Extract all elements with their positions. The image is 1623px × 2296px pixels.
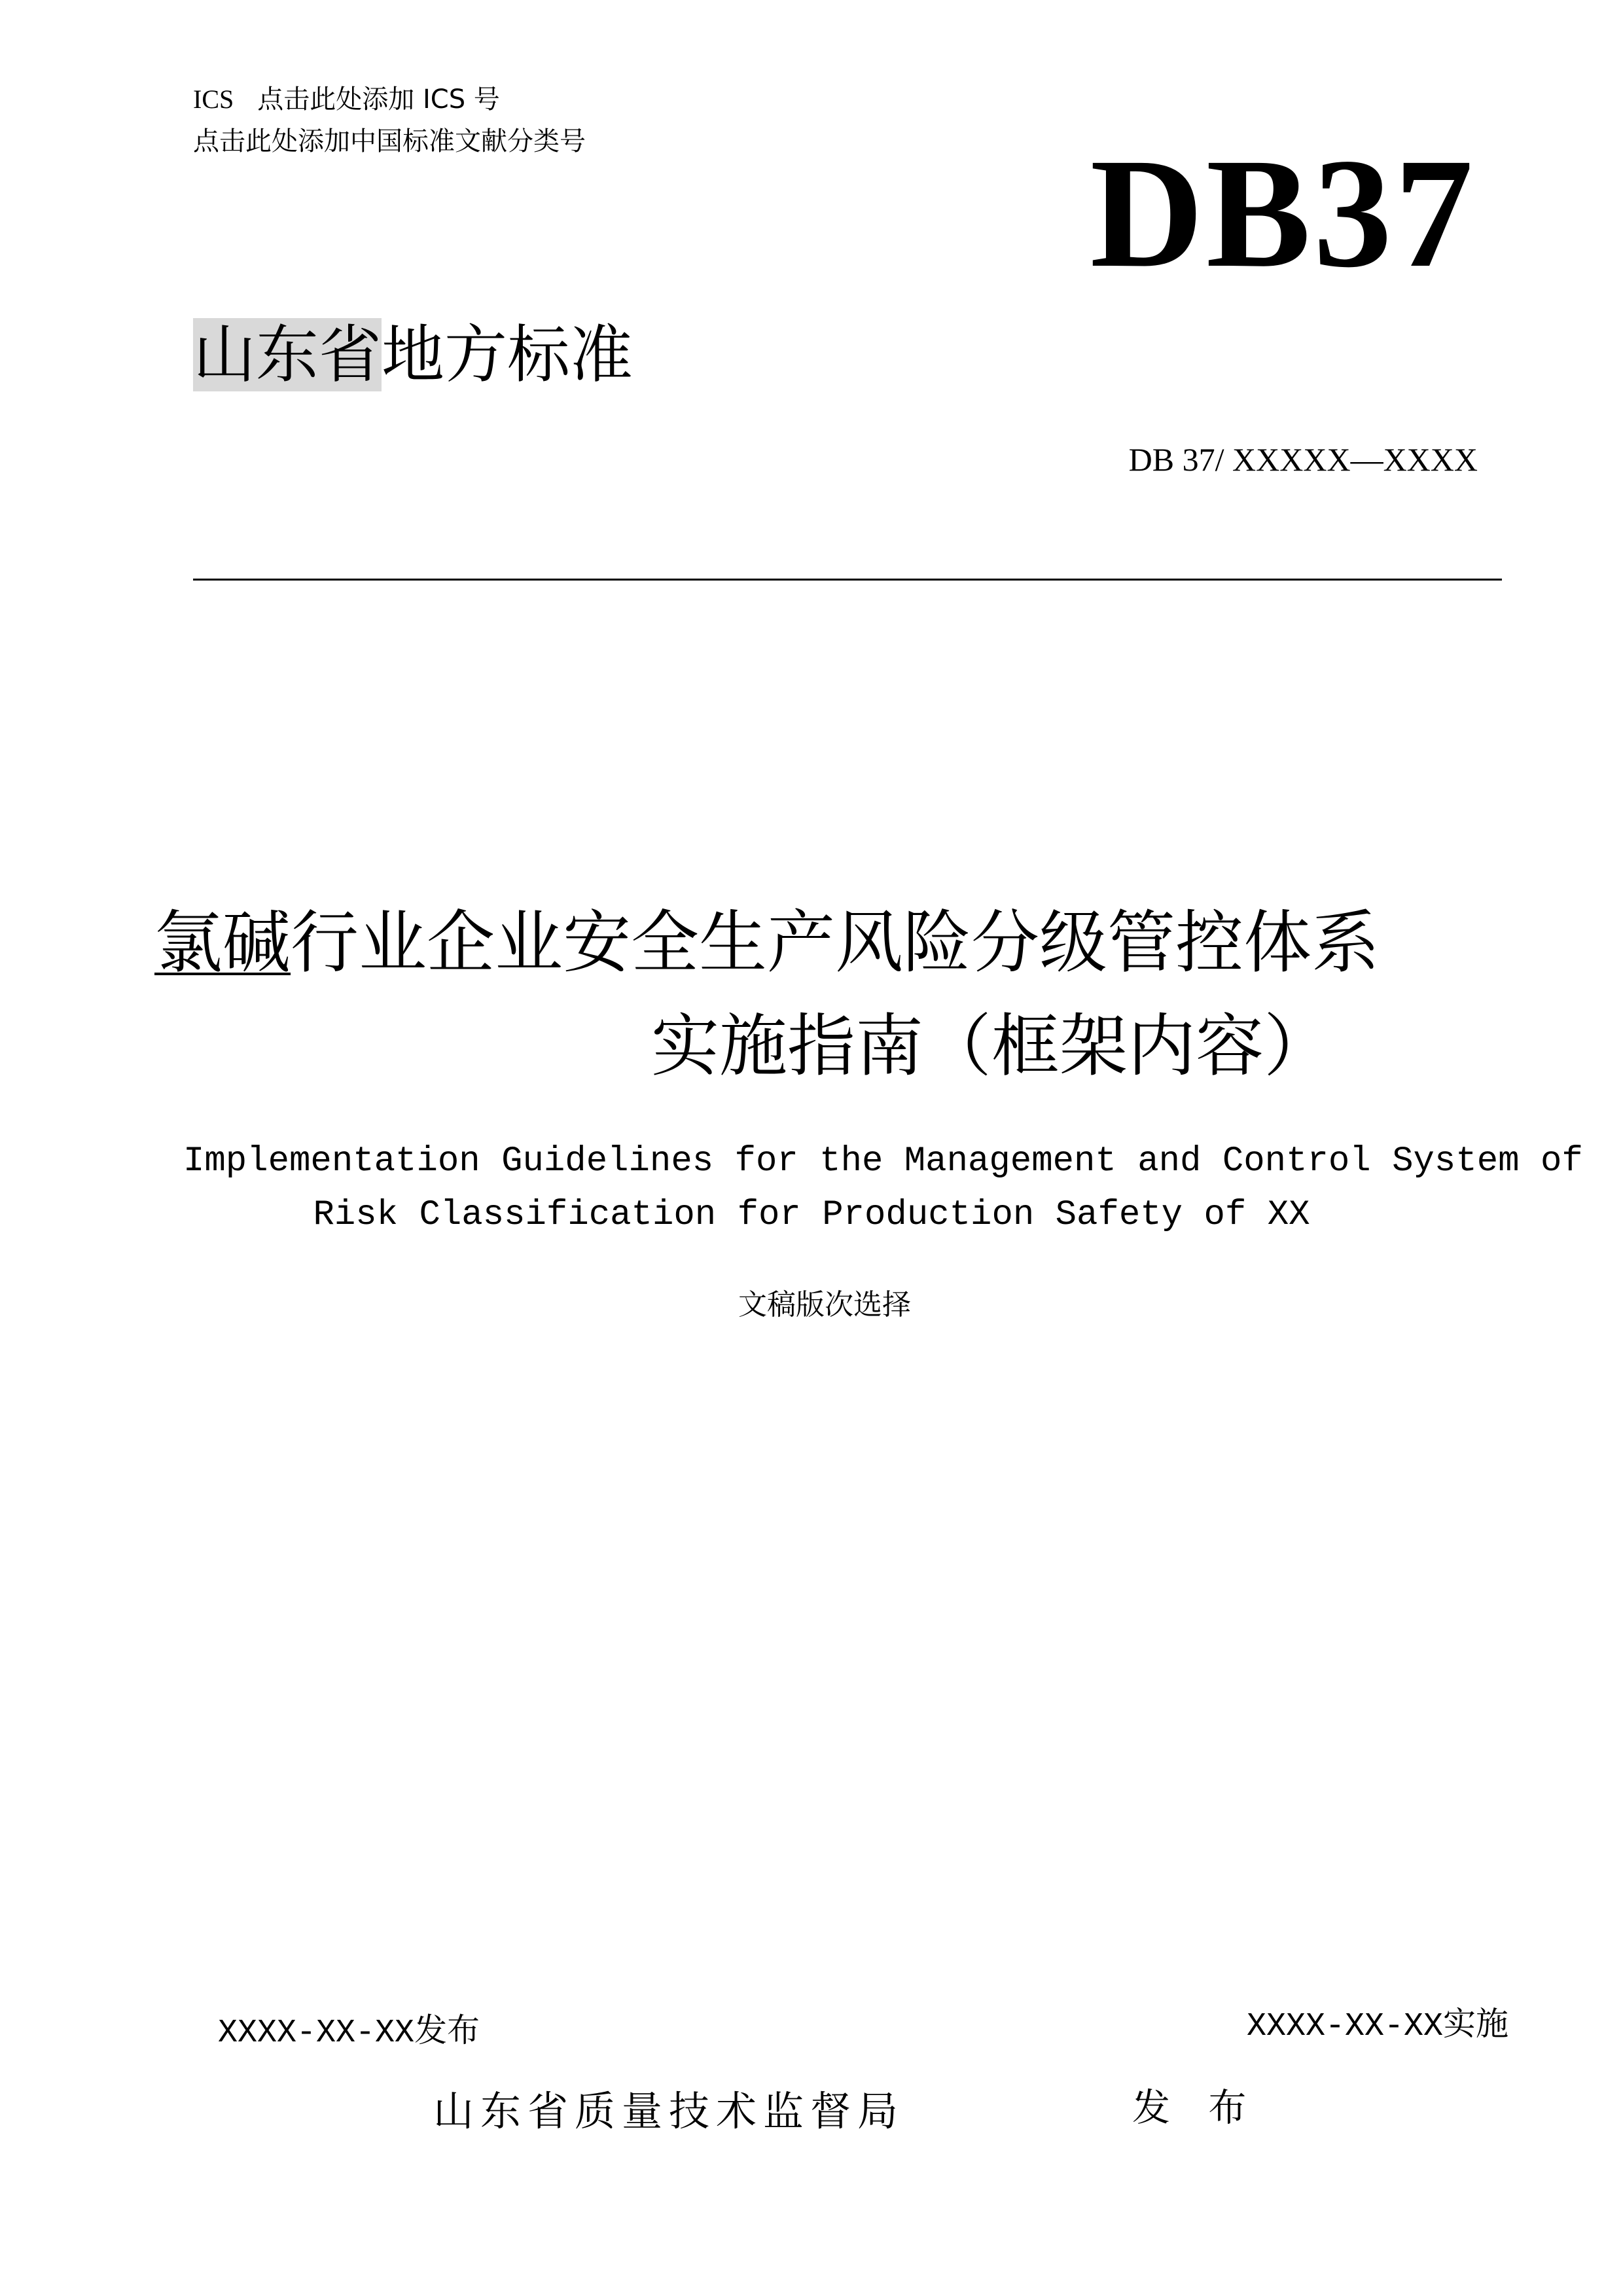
header-divider xyxy=(193,579,1502,581)
issue-word: 发 布 xyxy=(1132,2085,1260,2130)
db-code-logo: DB37 xyxy=(1090,126,1476,300)
title-en-line1: Implementation Guidelines for the Management and Control System of xyxy=(183,1141,1583,1181)
ics-placeholder-field[interactable]: 点击此处添加 ICS 号 xyxy=(257,84,500,115)
ccs-placeholder-field[interactable]: 点击此处添加中国标准文献分类号 xyxy=(193,126,586,156)
title-industry-field[interactable]: 氯碱 xyxy=(154,903,291,982)
issue-date-field[interactable]: XXXX-XX-XX xyxy=(218,2015,415,2052)
ics-label: ICS xyxy=(193,84,234,114)
issuing-authority: 山东省质量技术监督局 xyxy=(433,2087,905,2135)
standard-type xyxy=(193,314,633,395)
issue-label: 发布 xyxy=(414,2011,480,2049)
implementation-date-line xyxy=(1247,2003,1508,2048)
issue-date-line xyxy=(218,2009,480,2054)
draft-version-selector[interactable]: 文稿版次选择 xyxy=(738,1288,911,1321)
title-cn-line1-rest: 行业企业安全生产风险分级管控体系 xyxy=(291,903,1380,982)
title-cn-line2: 实施指南（框架内容） xyxy=(651,1006,1332,1086)
standard-number: DB 37/ XXXXX—XXXX xyxy=(1128,441,1478,478)
ics-line xyxy=(193,84,500,115)
title-cn-line1 xyxy=(154,898,1380,987)
standard-type-rest: 地方标准 xyxy=(382,318,633,391)
standard-type-highlighted-field[interactable]: 山东省 xyxy=(193,318,382,391)
title-en-line2: Risk Classification for Production Safety of XX xyxy=(313,1195,1310,1235)
implementation-date-field[interactable]: XXXX-XX-XX xyxy=(1246,2008,1443,2045)
implementation-label: 实施 xyxy=(1443,2005,1508,2043)
